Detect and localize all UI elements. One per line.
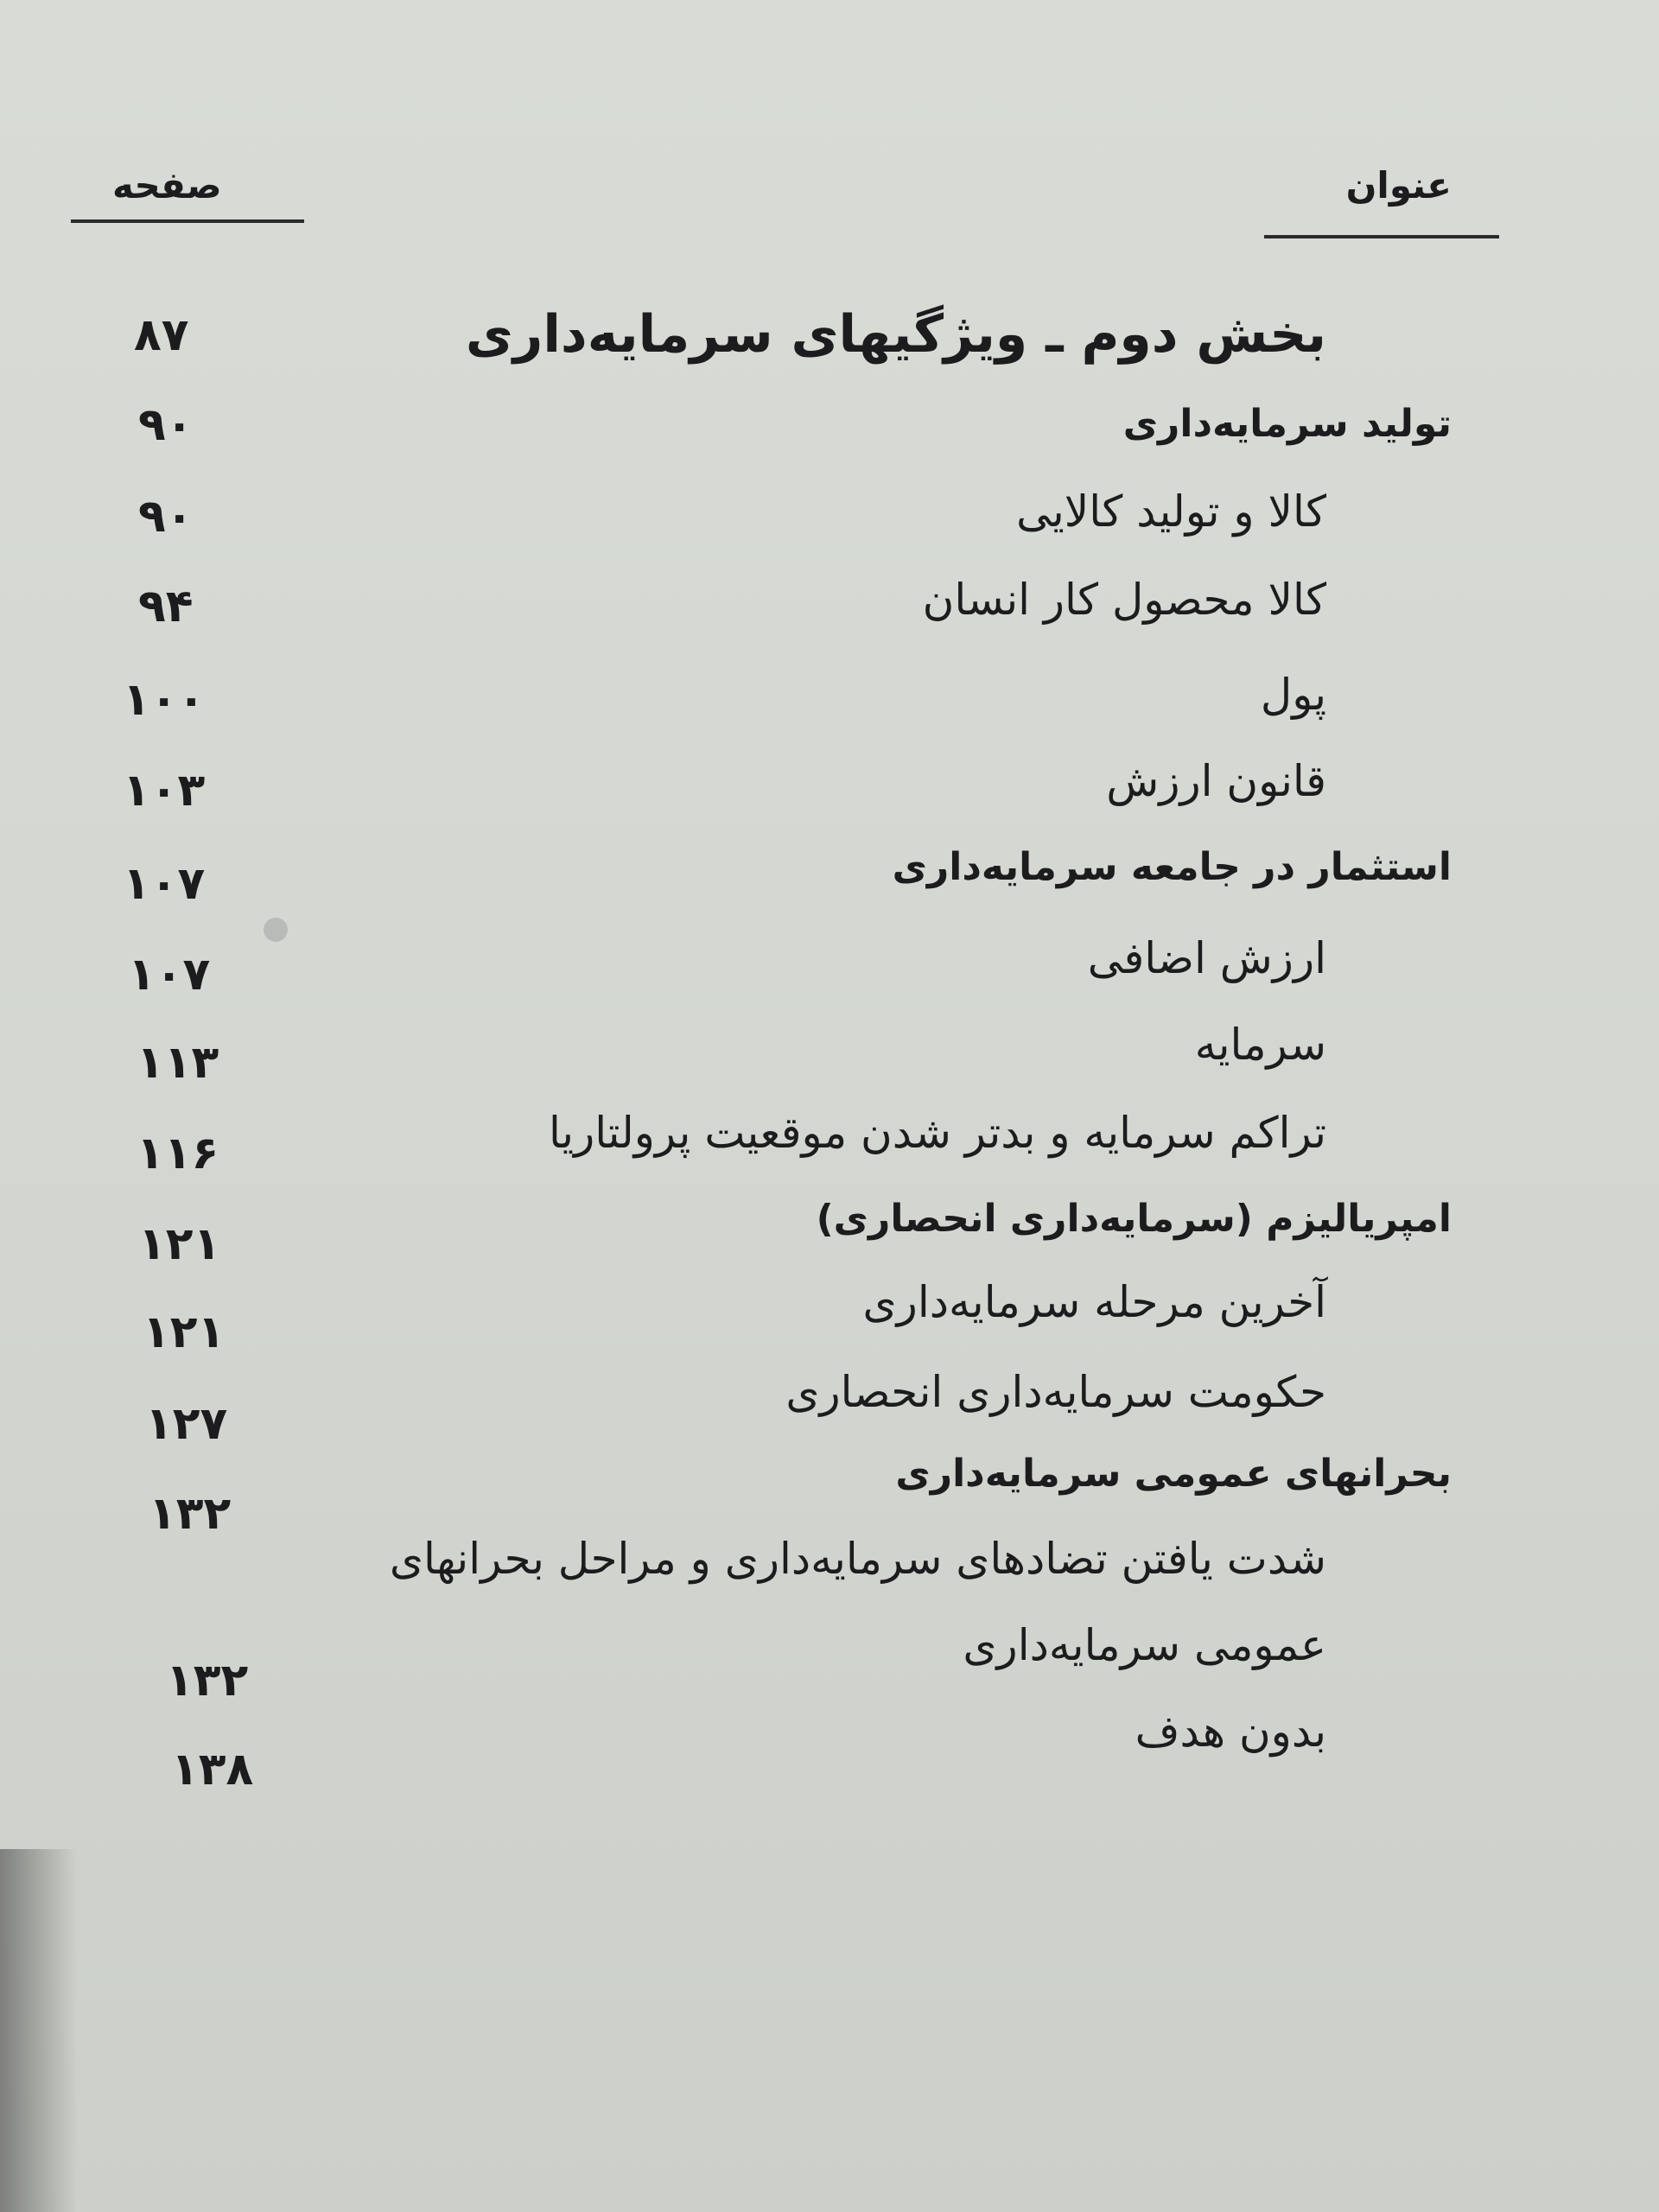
toc-page-number: ۱۳۲ (166, 1655, 249, 1707)
toc-page-number: ۱۲۱ (138, 1218, 221, 1270)
toc-section-title: بحرانهای عمومی سرمایه‌داری (895, 1452, 1452, 1496)
toc-page-number: ۱۲۱ (143, 1306, 226, 1358)
toc-page-number: ۱۰۷ (128, 949, 211, 1001)
toc-page-number: ۹۴ (138, 581, 194, 632)
toc-page-number: ۱۱۶ (137, 1128, 219, 1179)
toc-page-number: ۱۰۰ (123, 674, 206, 726)
toc-section-title: استثمار در جامعه سرمایه‌داری (892, 845, 1452, 889)
header-rule-title (1264, 235, 1499, 238)
toc-subsection-title-continued: عمومی سرمایه‌داری (963, 1620, 1326, 1670)
paper-spot (264, 918, 288, 942)
toc-page-number: ۹۰ (138, 491, 194, 543)
column-header-page: صفحه (112, 164, 222, 207)
toc-page-number: ۱۰۳ (123, 765, 206, 817)
toc-page-number: ۸۷ (134, 309, 189, 361)
toc-subsection-title: آخرین مرحله سرمایه‌داری (862, 1277, 1326, 1327)
toc-page-number: ۱۳۲ (149, 1488, 232, 1540)
toc-subsection-title: شدت یافتن تضادهای سرمایه‌داری و مراحل بحرانهای (389, 1534, 1326, 1584)
toc-part-title: بخش دوم ـ ویژگیهای سرمایه‌داری (465, 304, 1326, 365)
toc-subsection-title: کالا و تولید کالایی (1016, 486, 1326, 537)
toc-subsection-title: ارزش اضافی (1087, 933, 1326, 983)
toc-subsection-title: کالا محصول کار انسان (922, 575, 1326, 625)
toc-subsection-title: قانون ارزش (1106, 756, 1326, 806)
page-shadow (0, 1849, 78, 2212)
toc-section-title: امپریالیزم (سرمایه‌داری انحصاری) (816, 1197, 1452, 1241)
toc-page-number: ۱۱۳ (137, 1037, 219, 1089)
toc-subsection-title: سرمایه (1194, 1020, 1326, 1070)
toc-page-number: ۱۲۷ (145, 1398, 228, 1450)
toc-page-number: ۹۰ (138, 399, 194, 451)
toc-page-number: ۱۳۸ (171, 1744, 254, 1796)
toc-subsection-title: حکومت سرمایه‌داری انحصاری (785, 1367, 1326, 1417)
toc-subsection-title: تراکم سرمایه و بدتر شدن موقعیت پرولتاریا (548, 1108, 1326, 1158)
column-header-title: عنوان (1345, 164, 1452, 207)
toc-section-title: تولید سرمایه‌داری (1122, 402, 1452, 446)
header-rule-page (71, 219, 304, 223)
toc-subsection-title: پول (1260, 670, 1326, 720)
toc-page-number: ۱۰۷ (123, 858, 206, 910)
toc-subsection-title: بدون هدف (1135, 1707, 1326, 1757)
